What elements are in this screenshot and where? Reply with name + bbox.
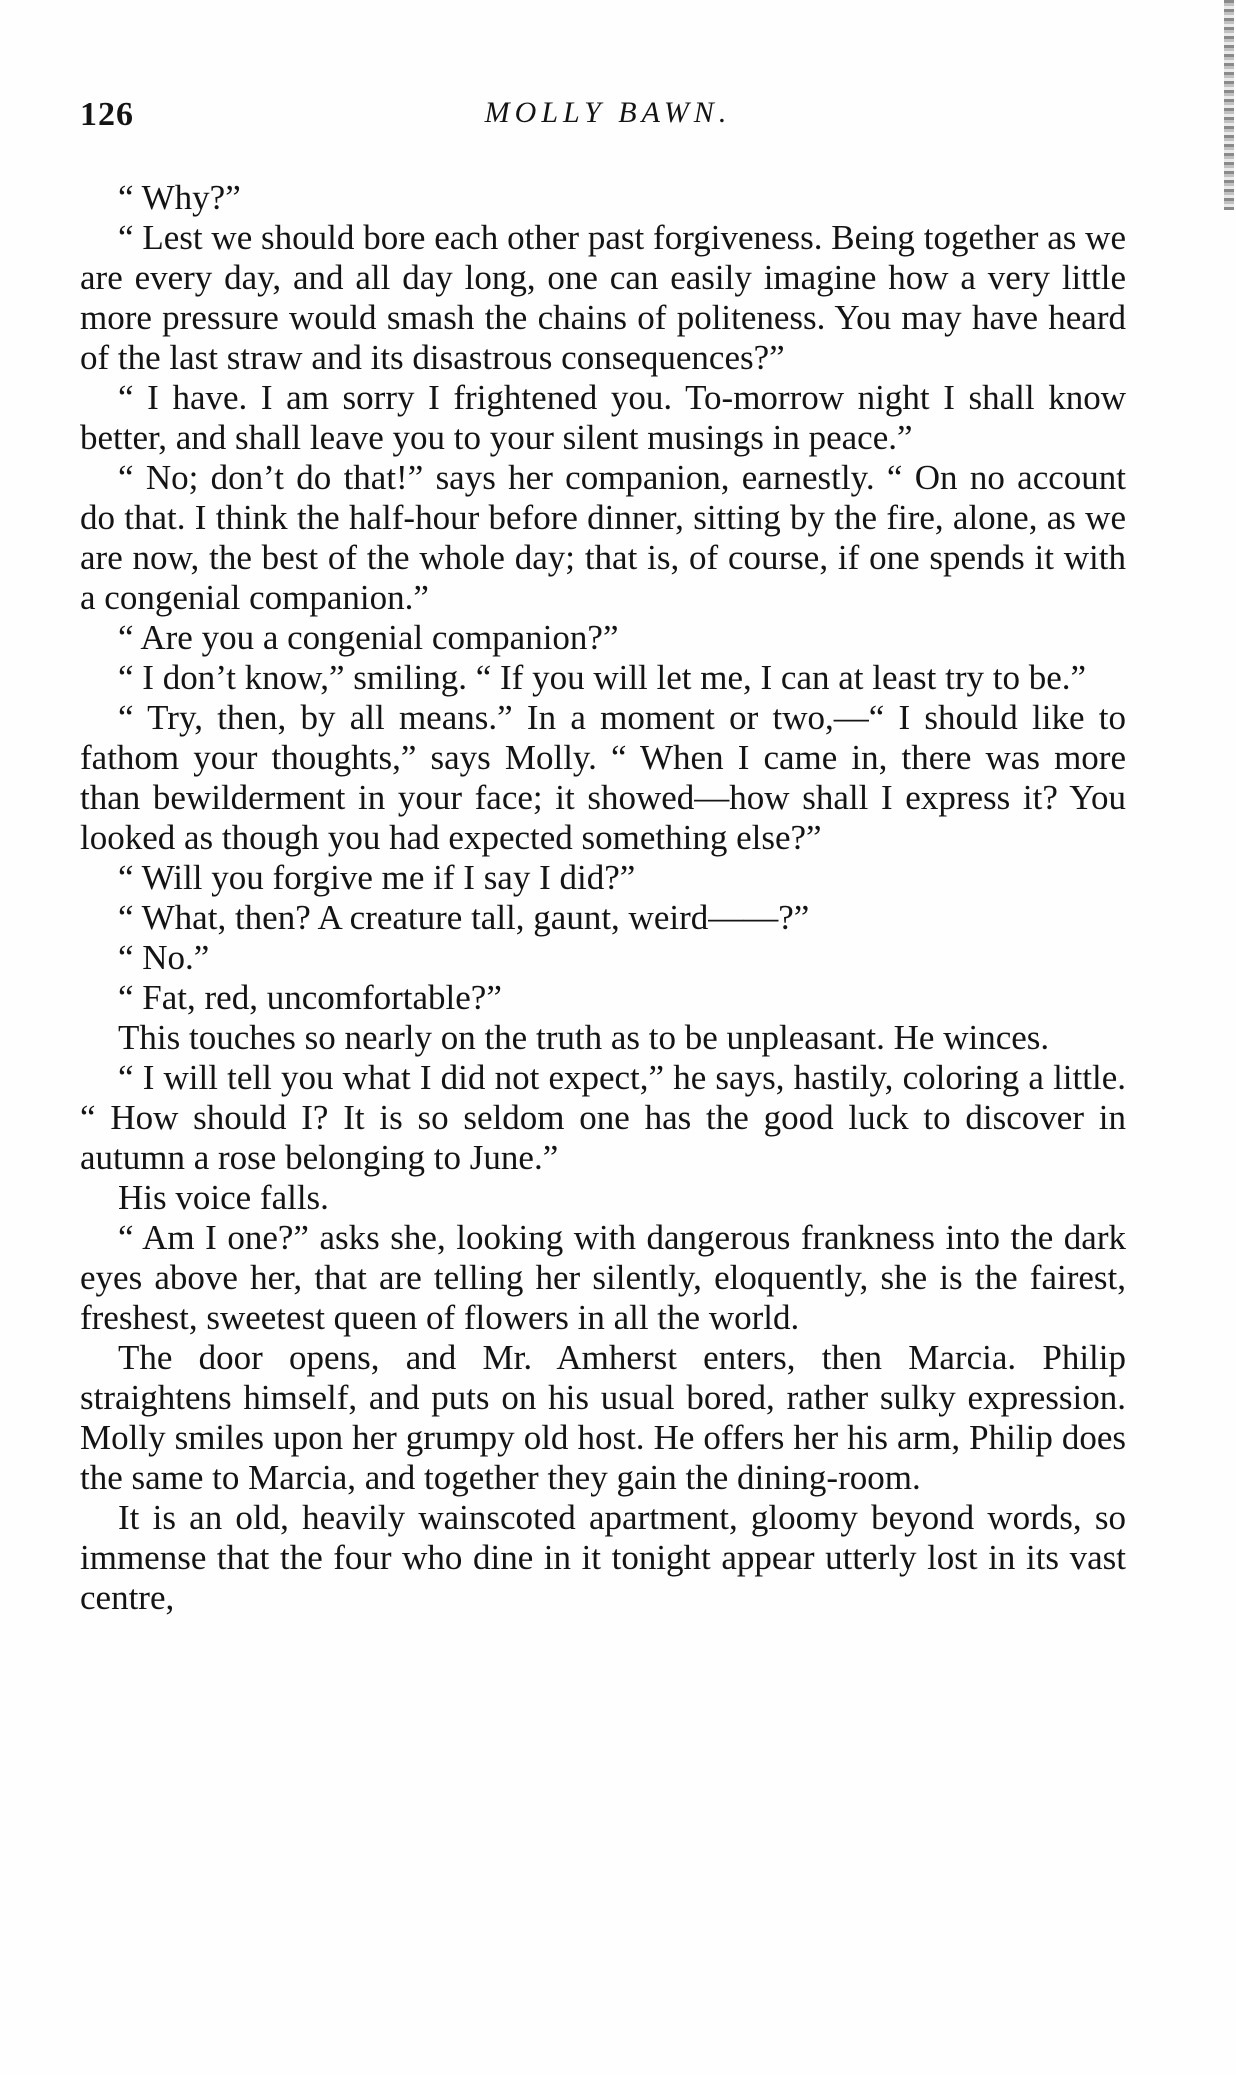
- paragraph: “ What, then? A creature tall, gaunt, weird——?”: [118, 898, 810, 937]
- paragraph: This touches so nearly on the truth as to be unpleasant. He winces.: [118, 1018, 1050, 1057]
- paragraph: “ Why?”: [118, 178, 241, 217]
- paragraph: “ Lest we should bore each other past forgiveness. Being together as we are every day, and all day long, one can easily imagine how a very little more pressure would smash the chains of politeness. You may have heard of the last straw and its disastrous consequences?”: [80, 218, 1126, 377]
- paragraph: His voice falls.: [118, 1178, 329, 1217]
- paragraph: “ I don’t know,” smiling. “ If you will let me, I can at least try to be.”: [118, 658, 1087, 697]
- paragraph: “ I will tell you what I did not expect,” he says, hastily, coloring a little. “ How should I? It is so seldom one has the good luck to discover in autumn a rose belonging to June.”: [80, 1058, 1126, 1177]
- paragraph: “ No.”: [118, 938, 210, 977]
- paragraph: “ Fat, red, uncomfortable?”: [118, 978, 502, 1017]
- running-title: MOLLY BAWN.: [484, 96, 732, 129]
- page-number: 126: [80, 96, 134, 133]
- paragraph: It is an old, heavily wainscoted apartment, gloomy beyond words, so immense that the four who dine in it tonight appear utterly lost in its vast centre,: [80, 1498, 1126, 1617]
- paragraph: “ Try, then, by all means.” In a moment or two,—“ I should like to fathom your thoughts,” says Molly. “ When I came in, there was more than bewilderment in your face; it showed—how shall I express it? You looked as though you had expected something else?”: [80, 698, 1126, 857]
- paragraph: “ Will you forgive me if I say I did?”: [118, 858, 636, 897]
- paragraph: “ Are you a congenial companion?”: [118, 618, 619, 657]
- paragraph: “ Am I one?” asks she, looking with dangerous frankness into the dark eyes above her, that are telling her silently, eloquently, she is the fairest, freshest, sweetest queen of flowers in all the world.: [80, 1218, 1126, 1337]
- page-edge-mark: [1224, 0, 1234, 210]
- paragraph: “ No; don’t do that!” says her companion, earnestly. “ On no account do that. I think the half-hour before dinner, sitting by the fire, alone, as we are now, the best of the whole day; that is, of course, if one spends it with a congenial companion.”: [80, 458, 1126, 617]
- page-header: [80, 96, 1136, 140]
- body-text: [80, 178, 1126, 1618]
- paragraph: The door opens, and Mr. Amherst enters, then Marcia. Philip straightens himself, and puts on his usual bored, rather sulky expression. Molly smiles upon her grumpy old host. He offers her his arm, Philip does the same to Marcia, and together they gain the dining-room.: [80, 1338, 1126, 1497]
- paragraph: “ I have. I am sorry I frightened you. To-morrow night I shall know better, and shall leave you to your silent musings in peace.”: [80, 378, 1126, 457]
